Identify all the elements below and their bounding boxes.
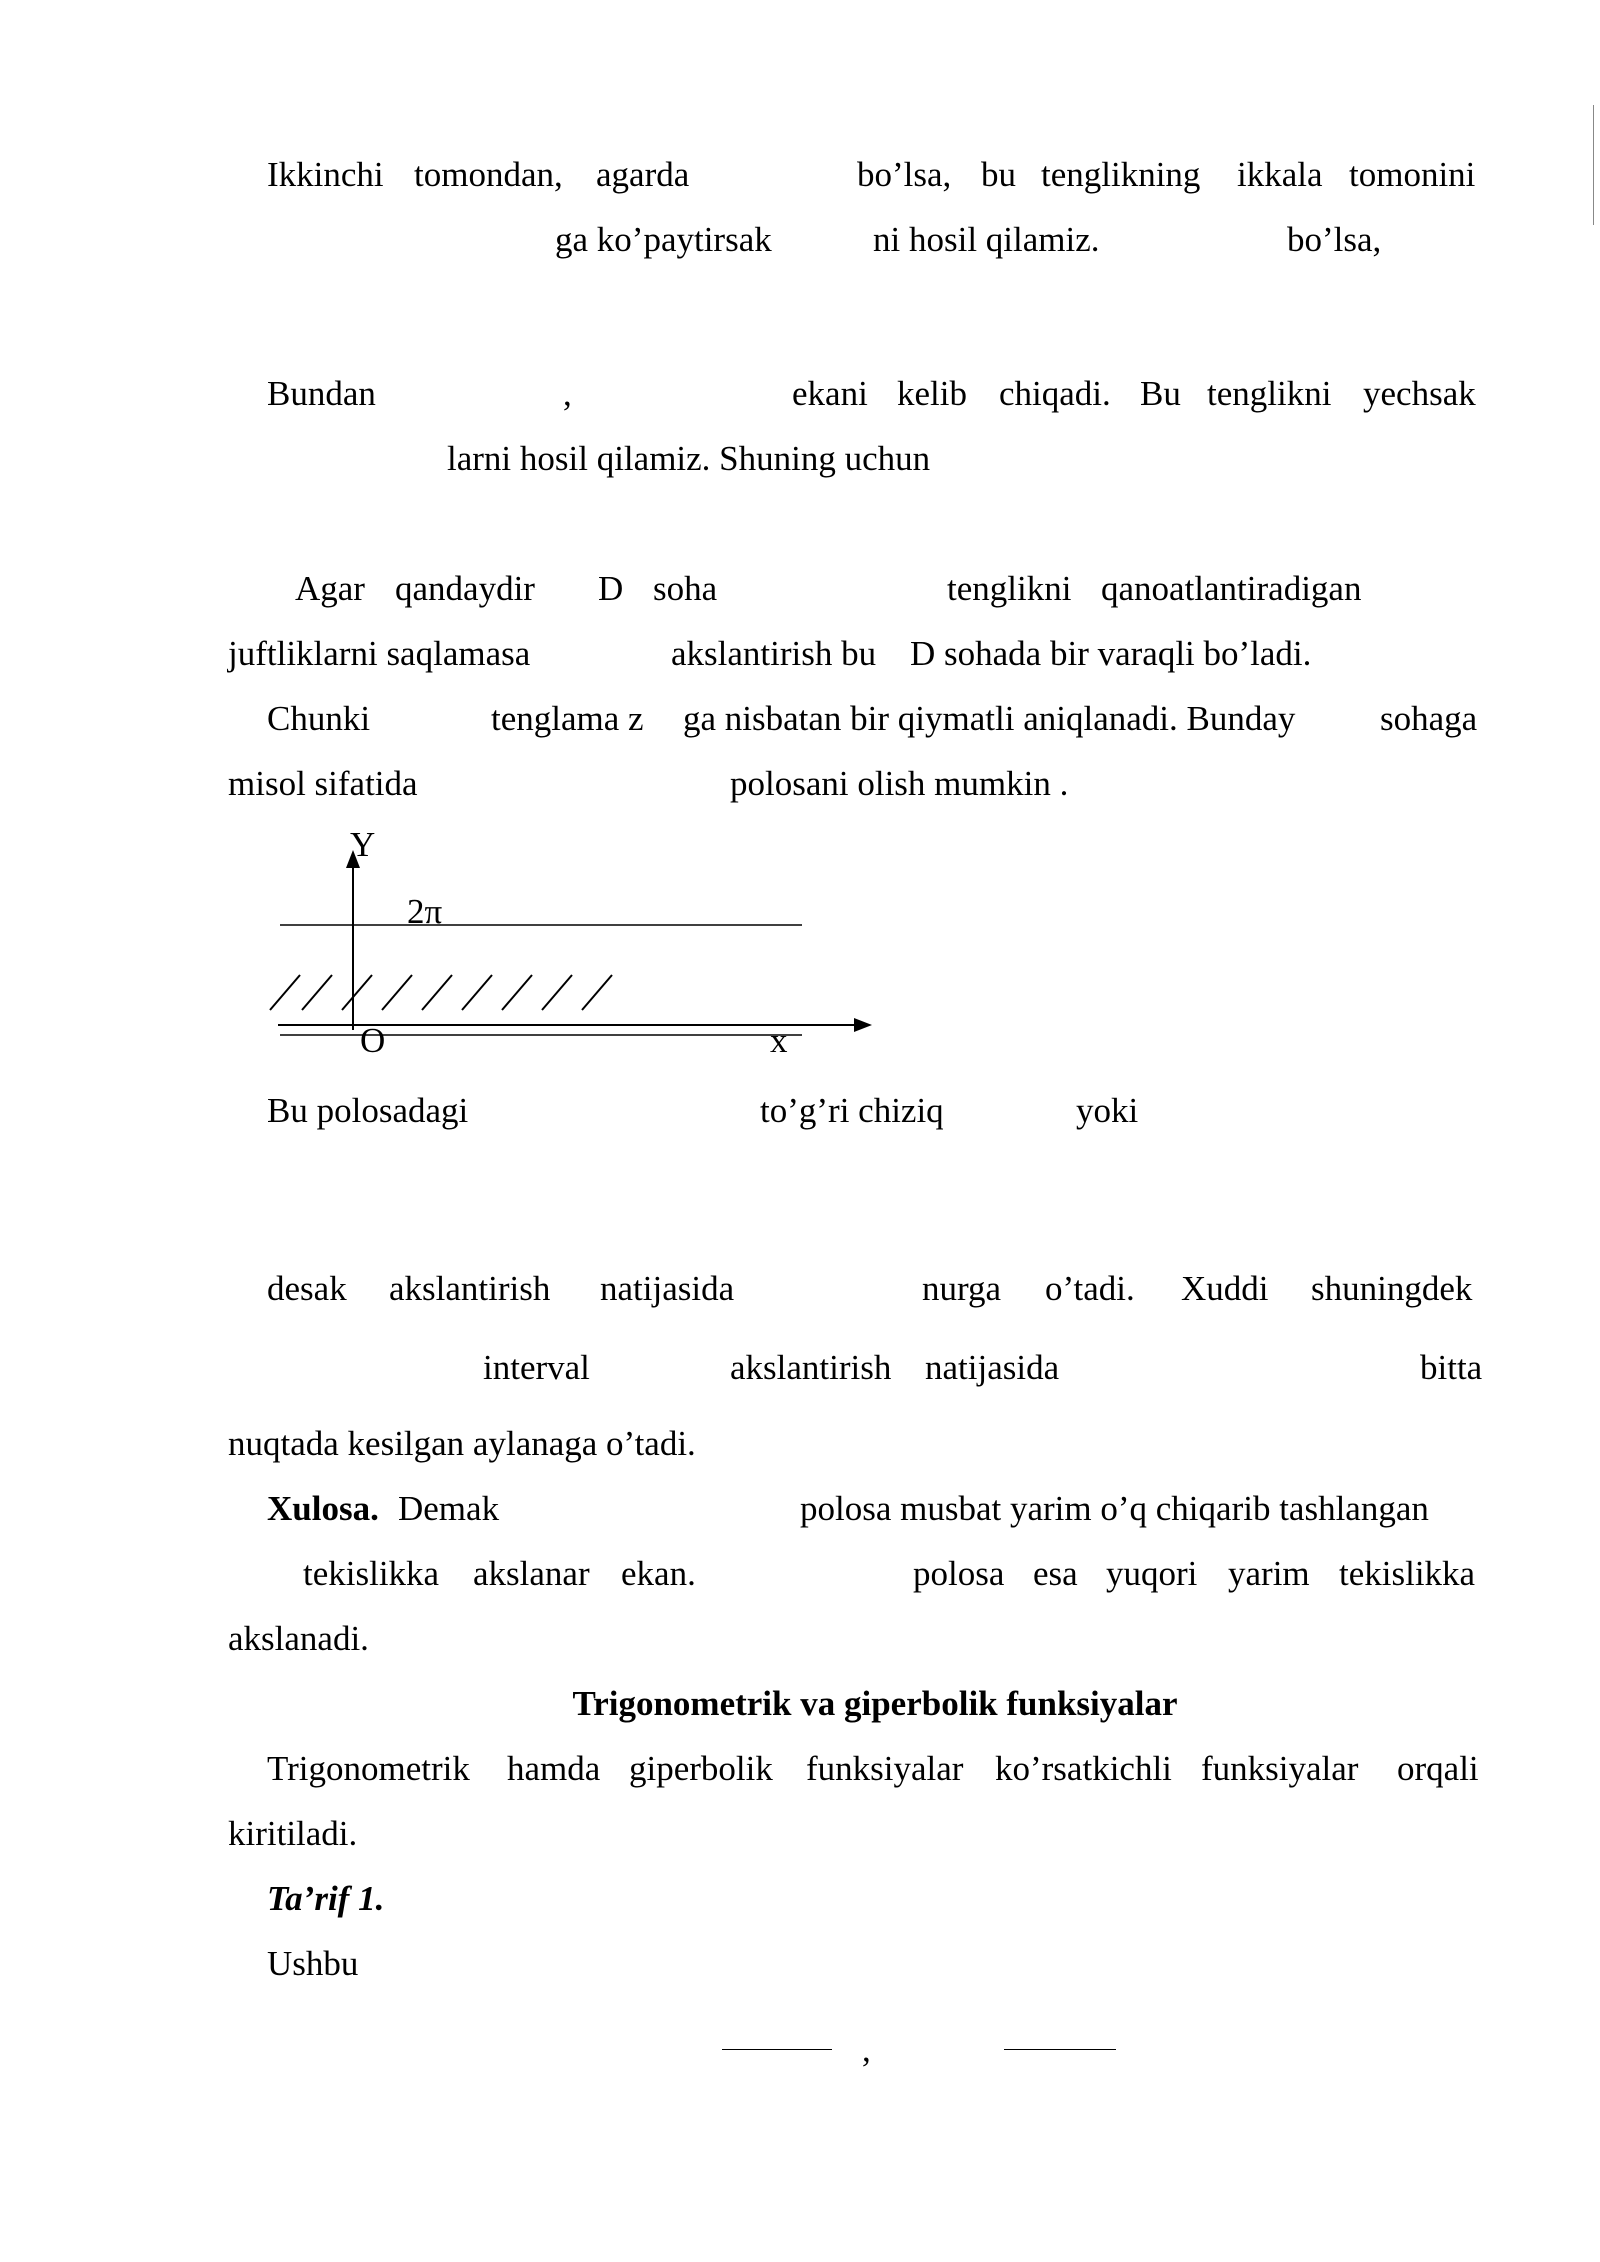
p5-word: natijasida (600, 1269, 735, 1308)
conclusion-word: yuqori (1106, 1554, 1198, 1593)
p1-word: tomondan, (414, 155, 563, 194)
conclusion-word: polosa (913, 1554, 1005, 1593)
intro-word: orqali (1397, 1749, 1479, 1788)
p2-word: , (563, 374, 572, 413)
p1-word: tomonini (1349, 155, 1476, 194)
p5-word: akslantirish (389, 1269, 551, 1308)
p2-word: Bu (1140, 374, 1181, 413)
conclusion-word: tekislikka (303, 1554, 440, 1593)
p3-text: Chunki (267, 699, 371, 738)
conclusion-text: Demak (398, 1489, 500, 1528)
p3-word: qandaydir (395, 569, 535, 608)
p2-word: kelib (897, 374, 967, 413)
conclusion-word: akslanar (473, 1554, 590, 1593)
strip-height-label: 2π (407, 892, 443, 931)
p3-word: soha (653, 569, 718, 608)
p3-word: qanoatlantiradigan (1101, 569, 1362, 608)
p1-text: ga ko’paytirsak (555, 220, 772, 259)
intro-word: funksiyalar (806, 1749, 964, 1788)
intro-word: hamda (507, 1749, 601, 1788)
p1-word: bo’lsa, (857, 155, 952, 194)
p2-word: yechsak (1363, 374, 1476, 413)
p5-word: bitta (1420, 1348, 1483, 1387)
p3-text: misol sifatida (228, 764, 418, 803)
p5-word: interval (483, 1348, 590, 1387)
p3-text: ga nisbatan bir qiymatli aniqlanadi. Bunday (683, 699, 1296, 738)
p5-word: desak (267, 1269, 347, 1308)
p4-text: Bu polosadagi (267, 1091, 469, 1130)
p5-text: nuqtada kesilgan aylanaga o’tadi. (228, 1424, 696, 1463)
p3-text: sohaga (1380, 699, 1478, 738)
p3-text: tenglama z (491, 699, 644, 738)
hatching (270, 975, 612, 1010)
p1-word: bu (981, 155, 1016, 194)
p1-word: tenglikning (1041, 155, 1201, 194)
p1-word: ikkala (1237, 155, 1323, 194)
p3-text: juftliklarni saqlamasa (228, 634, 531, 673)
p1-word: agarda (596, 155, 690, 194)
conclusion-word: yarim (1228, 1554, 1310, 1593)
ushbu-text: Ushbu (267, 1944, 359, 1983)
p2-word: ekani (792, 374, 868, 413)
x-axis-label: x (770, 1021, 788, 1060)
conclusion-word: tekislikka (1339, 1554, 1476, 1593)
p1-text: bo’lsa, (1287, 220, 1382, 259)
p5-word: shuningdek (1311, 1269, 1473, 1308)
section-title: Trigonometrik va giperbolik funksiyalar (572, 1684, 1178, 1723)
p1-word: Ikkinchi (267, 155, 384, 194)
intro-text: kiritiladi. (228, 1814, 358, 1853)
page-edge-line (1593, 105, 1594, 225)
x-axis-arrow-icon (854, 1018, 872, 1032)
p3-word: Agar (295, 569, 365, 608)
conclusion-label: Xulosa. (267, 1489, 379, 1528)
fraction-bar (1004, 2049, 1116, 2050)
p5-word: natijasida (925, 1348, 1060, 1387)
p4-text: to’g’ri chiziq (760, 1091, 944, 1130)
p5-word: o’tadi. (1045, 1269, 1135, 1308)
p3-text: polosani olish mumkin . (730, 764, 1069, 803)
conclusion-word: ekan. (621, 1554, 696, 1593)
p4-text: yoki (1076, 1091, 1139, 1130)
p5-word: Xuddi (1181, 1269, 1269, 1308)
conclusion-word: esa (1033, 1554, 1078, 1593)
intro-word: Trigonometrik (267, 1749, 470, 1788)
conclusion-text: akslanadi. (228, 1619, 369, 1658)
p2-text: larni hosil qilamiz. Shuning uchun (447, 439, 931, 478)
p2-word: tenglikni (1207, 374, 1332, 413)
p3-text: D sohada bir varaqli bo’ladi. (910, 634, 1312, 673)
p5-word: nurga (922, 1269, 1002, 1308)
p3-text: akslantirish bu (671, 634, 877, 673)
p3-word: tenglikni (947, 569, 1072, 608)
p3-word: D (598, 569, 624, 608)
intro-word: giperbolik (629, 1749, 773, 1788)
intro-word: funksiyalar (1201, 1749, 1359, 1788)
conclusion-text: polosa musbat yarim o’q chiqarib tashlangan (800, 1489, 1429, 1528)
intro-word: ko’rsatkichli (995, 1749, 1172, 1788)
p2-word: chiqadi. (999, 374, 1111, 413)
fraction-bar (722, 2049, 832, 2050)
definition-label: Ta’rif 1. (267, 1879, 385, 1918)
formula-comma: , (862, 2030, 871, 2069)
p2-word: Bundan (267, 374, 376, 413)
p1-text: ni hosil qilamiz. (873, 220, 1100, 259)
origin-label: O (360, 1021, 386, 1060)
y-axis-label: Y (350, 825, 376, 864)
p5-word: akslantirish (730, 1348, 892, 1387)
